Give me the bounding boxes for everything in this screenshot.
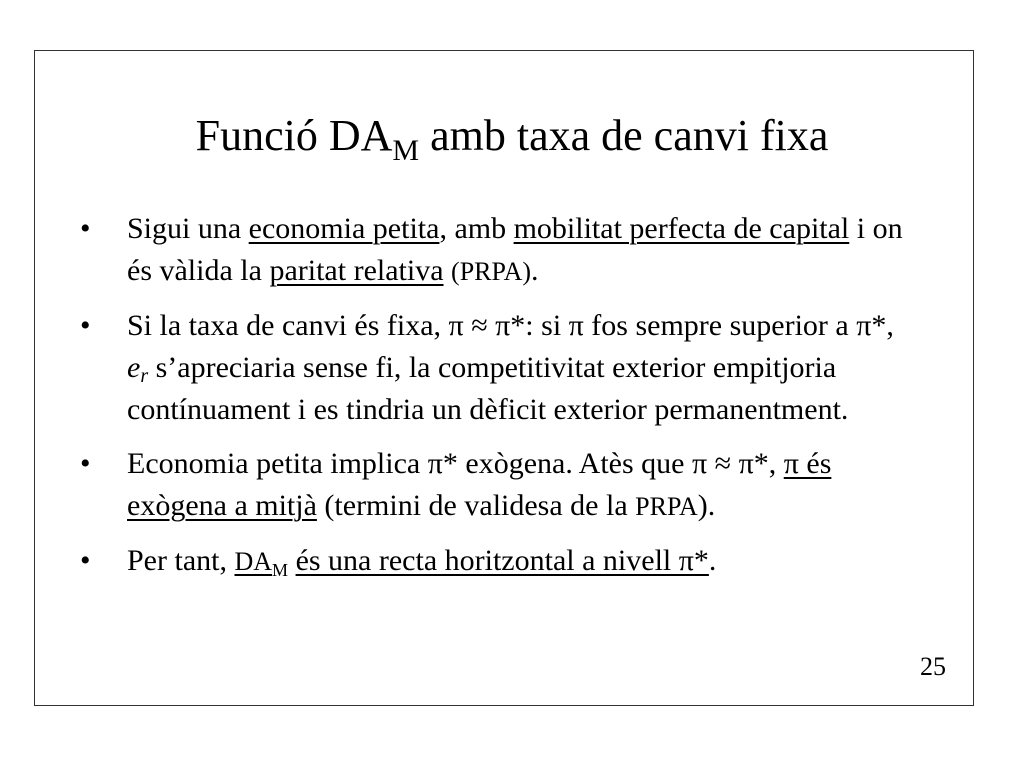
bullet-1-text-2: , amb (439, 212, 514, 245)
bullet-2-text-2: s’apreciaria sense fi, la competitivitat exterior empitjoria contínuament i es tindria un dèficit exterior permanentment. (127, 351, 849, 426)
bullet-3-underlined-exogena: π és exògena a mitjà (127, 447, 832, 522)
bullet-icon: • (80, 544, 91, 577)
bullet-1-underlined-paritat: paritat relativa (269, 254, 444, 287)
bullet-icon: • (80, 447, 91, 480)
bullet-1-text-3: i on és vàlida la (127, 212, 903, 287)
bullet-item-3 (80, 443, 920, 528)
bullet-3-text-1: Economia petita implica π* exògena. Atès que π ≈ π*, (127, 447, 784, 480)
bullet-1-text-5: . (531, 254, 539, 287)
bullet-4-text-1: Per tant, (127, 544, 235, 577)
bullet-3-text-2: (termini de validesa de la (316, 489, 636, 522)
bullet-2-text-1: Si la taxa de canvi és fixa, π ≈ π*: si π fos sempre superior a π*, (127, 309, 894, 342)
title-subscript: M (392, 134, 420, 167)
bullet-2-r-subscript: r (140, 365, 149, 387)
bullet-2-e-symbol: e (127, 351, 141, 384)
bullet-item-4 (80, 540, 920, 583)
bullet-item-2 (80, 305, 920, 431)
bullet-1-underlined-mobilitat: mobilitat perfecta de capital (513, 212, 850, 245)
bullet-icon: • (80, 212, 91, 245)
bullet-4-underlined-da (234, 544, 289, 580)
bullet-1-text-1: Sigui una (127, 212, 249, 245)
bullet-3-text-3: ). (697, 489, 716, 522)
title-prefix: Funció DA (195, 111, 393, 160)
bullet-4-text-3: . (708, 544, 717, 577)
bullet-4-da-subscript: M (272, 560, 289, 580)
bullet-4-text-2 (288, 544, 296, 577)
bullet-item-1 (80, 208, 920, 293)
bullet-icon: • (80, 309, 91, 342)
slide-title (0, 108, 1024, 167)
bullet-1-underlined-economia-petita: economia petita (248, 212, 440, 245)
title-suffix: amb taxa de canvi fixa (419, 111, 829, 160)
bullet-4-da: DA (234, 547, 273, 576)
bullet-3-prpa: PRPA (635, 492, 698, 521)
bullet-1-text-4 (444, 254, 452, 287)
bullet-1-prpa: (PRPA) (451, 257, 531, 286)
page-number: 25 (920, 652, 946, 681)
bullet-list (80, 208, 920, 595)
bullet-4-underlined-recta: és una recta horitzontal a nivell π* (295, 544, 709, 577)
